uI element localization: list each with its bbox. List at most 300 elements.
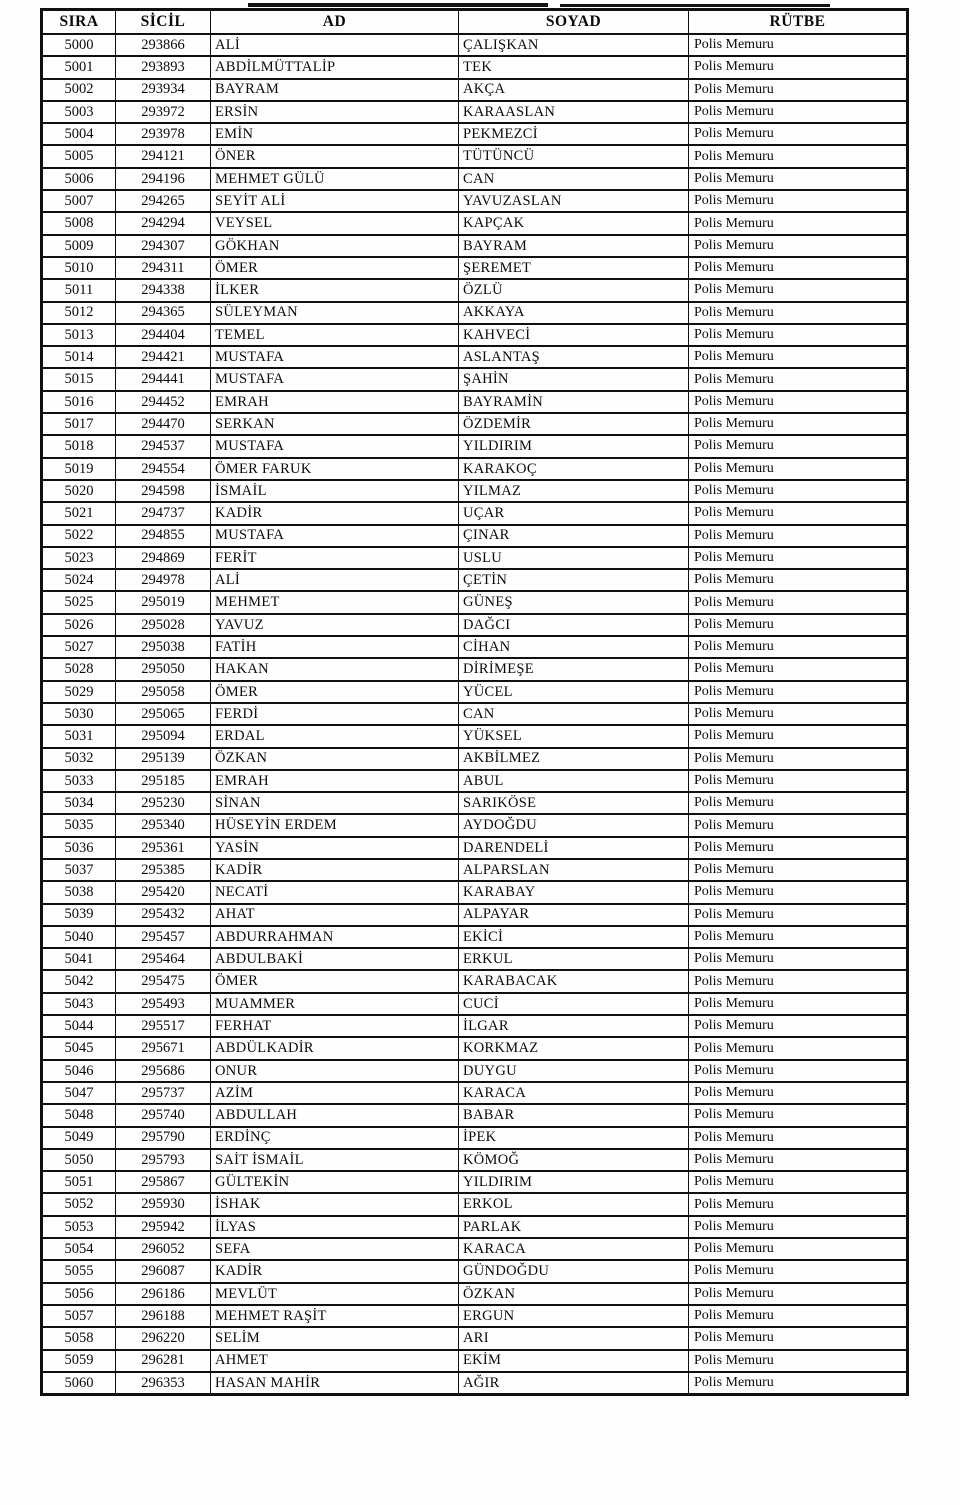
table-row — [42, 837, 908, 859]
table-row — [42, 56, 908, 78]
table-cell: Polis Memuru — [689, 926, 908, 948]
table-cell: Polis Memuru — [689, 525, 908, 547]
table-cell: AZİM — [211, 1082, 459, 1104]
table-cell: AĞIR — [459, 1372, 689, 1395]
table-row — [42, 703, 908, 725]
table-row — [42, 770, 908, 792]
column-header: SİCİL — [116, 10, 211, 35]
table-cell: 5044 — [42, 1015, 116, 1037]
table-cell: 294311 — [116, 257, 211, 279]
table-cell: 295361 — [116, 837, 211, 859]
table-row — [42, 435, 908, 457]
table-cell: 5015 — [42, 368, 116, 390]
table-cell: 5019 — [42, 458, 116, 480]
table-cell: ALPARSLAN — [459, 859, 689, 881]
table-cell: İLYAS — [211, 1216, 459, 1238]
table-row — [42, 525, 908, 547]
table-cell: MUAMMER — [211, 993, 459, 1015]
table-cell: 5031 — [42, 725, 116, 747]
table-cell: Polis Memuru — [689, 1149, 908, 1171]
table-cell: Polis Memuru — [689, 279, 908, 301]
table-cell: Polis Memuru — [689, 703, 908, 725]
table-cell: Polis Memuru — [689, 814, 908, 836]
table-cell: 294978 — [116, 569, 211, 591]
column-header: SIRA — [42, 10, 116, 35]
table-cell: Polis Memuru — [689, 904, 908, 926]
table-cell: 295139 — [116, 748, 211, 770]
table-cell: ALİ — [211, 569, 459, 591]
table-cell: 5029 — [42, 681, 116, 703]
table-cell: 5060 — [42, 1372, 116, 1395]
table-cell: 295230 — [116, 792, 211, 814]
table-row — [42, 1037, 908, 1059]
table-cell: TÜTÜNCÜ — [459, 145, 689, 167]
table-cell: 5027 — [42, 636, 116, 658]
table-cell: Polis Memuru — [689, 837, 908, 859]
table-cell: ERKUL — [459, 948, 689, 970]
table-cell: 296052 — [116, 1238, 211, 1260]
table-cell: DAĞCI — [459, 614, 689, 636]
table-cell: 296186 — [116, 1283, 211, 1305]
table-cell: 5033 — [42, 770, 116, 792]
table-cell: ÖNER — [211, 145, 459, 167]
table-cell: Polis Memuru — [689, 1372, 908, 1395]
table-cell: SAİT İSMAİL — [211, 1149, 459, 1171]
table-cell: 294441 — [116, 368, 211, 390]
table-cell: PEKMEZCİ — [459, 123, 689, 145]
table-cell: 295019 — [116, 591, 211, 613]
table-cell: ERDAL — [211, 725, 459, 747]
table-cell: 294265 — [116, 190, 211, 212]
table-row — [42, 1060, 908, 1082]
table-row — [42, 1327, 908, 1349]
table-cell: HASAN MAHİR — [211, 1372, 459, 1395]
table-cell: 295420 — [116, 881, 211, 903]
table-cell: 295464 — [116, 948, 211, 970]
table-cell: 5052 — [42, 1193, 116, 1215]
table-cell: 5001 — [42, 56, 116, 78]
table-cell: 294294 — [116, 212, 211, 234]
table-row — [42, 993, 908, 1015]
table-cell: KARAKOÇ — [459, 458, 689, 480]
table-row — [42, 413, 908, 435]
table-cell: 294537 — [116, 435, 211, 457]
table-cell: 5047 — [42, 1082, 116, 1104]
table-cell: 294869 — [116, 547, 211, 569]
table-cell: YASİN — [211, 837, 459, 859]
table-cell: 5006 — [42, 168, 116, 190]
table-cell: 295340 — [116, 814, 211, 836]
table-cell: AKKAYA — [459, 302, 689, 324]
table-cell: Polis Memuru — [689, 123, 908, 145]
table-cell: YILDIRIM — [459, 1171, 689, 1193]
table-row — [42, 302, 908, 324]
table-cell: 5048 — [42, 1104, 116, 1126]
table-cell: MUSTAFA — [211, 435, 459, 457]
table-cell: 5030 — [42, 703, 116, 725]
table-cell: 5043 — [42, 993, 116, 1015]
table-cell: HAKAN — [211, 658, 459, 680]
table-row — [42, 346, 908, 368]
table-cell: 295867 — [116, 1171, 211, 1193]
table-cell: ABDURRAHMAN — [211, 926, 459, 948]
table-cell: ŞAHİN — [459, 368, 689, 390]
table-row — [42, 1238, 908, 1260]
table-cell: 295930 — [116, 1193, 211, 1215]
table-row — [42, 881, 908, 903]
table-cell: 293972 — [116, 101, 211, 123]
table-cell: MUSTAFA — [211, 346, 459, 368]
table-cell: YILDIRIM — [459, 435, 689, 457]
table-cell: 294404 — [116, 324, 211, 346]
table-cell: 295671 — [116, 1037, 211, 1059]
table-cell: 5032 — [42, 748, 116, 770]
table-cell: ABDULLAH — [211, 1104, 459, 1126]
table-cell: Polis Memuru — [689, 725, 908, 747]
table-cell: 5057 — [42, 1305, 116, 1327]
table-row — [42, 569, 908, 591]
table-row — [42, 368, 908, 390]
table-cell: SİNAN — [211, 792, 459, 814]
table-row — [42, 1283, 908, 1305]
table-row — [42, 1015, 908, 1037]
table-cell: ALİ — [211, 34, 459, 56]
table-row — [42, 1372, 908, 1395]
table-cell: AKBİLMEZ — [459, 748, 689, 770]
table-cell: ERGUN — [459, 1305, 689, 1327]
table-cell: Polis Memuru — [689, 547, 908, 569]
table-cell: EKİCİ — [459, 926, 689, 948]
table-cell: Polis Memuru — [689, 1327, 908, 1349]
table-cell: SÜLEYMAN — [211, 302, 459, 324]
table-row — [42, 814, 908, 836]
table-cell: YAVUZ — [211, 614, 459, 636]
table-row — [42, 904, 908, 926]
table-cell: SERKAN — [211, 413, 459, 435]
table-cell: 5041 — [42, 948, 116, 970]
table-cell: DUYGU — [459, 1060, 689, 1082]
table-cell: Polis Memuru — [689, 235, 908, 257]
table-cell: MUSTAFA — [211, 368, 459, 390]
table-cell: Polis Memuru — [689, 79, 908, 101]
table-cell: EKİM — [459, 1350, 689, 1372]
table-cell: KARACA — [459, 1238, 689, 1260]
table-cell: ALPAYAR — [459, 904, 689, 926]
table-cell: KADİR — [211, 859, 459, 881]
table-row — [42, 948, 908, 970]
table-cell: 295475 — [116, 970, 211, 992]
table-cell: 295457 — [116, 926, 211, 948]
table-cell: SEFA — [211, 1238, 459, 1260]
table-cell: GÜNDOĞDU — [459, 1260, 689, 1282]
table-body — [42, 34, 908, 1395]
table-cell: MEHMET RAŞİT — [211, 1305, 459, 1327]
table-cell: 5040 — [42, 926, 116, 948]
table-cell: SARIKÖSE — [459, 792, 689, 814]
table-cell: ASLANTAŞ — [459, 346, 689, 368]
table-cell: 296353 — [116, 1372, 211, 1395]
table-cell: VEYSEL — [211, 212, 459, 234]
table-cell: EMRAH — [211, 770, 459, 792]
table-row — [42, 614, 908, 636]
table-cell: DİRİMEŞE — [459, 658, 689, 680]
table-cell: TEK — [459, 56, 689, 78]
table-row — [42, 502, 908, 524]
table-cell: Polis Memuru — [689, 212, 908, 234]
table-cell: Polis Memuru — [689, 145, 908, 167]
table-row — [42, 926, 908, 948]
table-cell: Polis Memuru — [689, 569, 908, 591]
table-cell: 5023 — [42, 547, 116, 569]
table-cell: MEVLÜT — [211, 1283, 459, 1305]
table-cell: SELİM — [211, 1327, 459, 1349]
table-cell: Polis Memuru — [689, 1037, 908, 1059]
table-row — [42, 34, 908, 56]
table-cell: 5014 — [42, 346, 116, 368]
table-row — [42, 1082, 908, 1104]
table-row — [42, 168, 908, 190]
table-cell: 295094 — [116, 725, 211, 747]
table-cell: ERSİN — [211, 101, 459, 123]
table-cell: Polis Memuru — [689, 190, 908, 212]
table-cell: 5021 — [42, 502, 116, 524]
table-row — [42, 1127, 908, 1149]
table-cell: 294855 — [116, 525, 211, 547]
table-cell: 5038 — [42, 881, 116, 903]
table-cell: ABDÜLKADİR — [211, 1037, 459, 1059]
table-cell: 295942 — [116, 1216, 211, 1238]
table-cell: Polis Memuru — [689, 1104, 908, 1126]
table-row — [42, 235, 908, 257]
table-cell: 5058 — [42, 1327, 116, 1349]
table-cell: 295686 — [116, 1060, 211, 1082]
table-cell: 5026 — [42, 614, 116, 636]
table-cell: Polis Memuru — [689, 435, 908, 457]
table-cell: 295038 — [116, 636, 211, 658]
table-cell: YILMAZ — [459, 480, 689, 502]
table-cell: Polis Memuru — [689, 792, 908, 814]
table-cell: ÖMER — [211, 257, 459, 279]
table-cell: 295790 — [116, 1127, 211, 1149]
table-cell: 294307 — [116, 235, 211, 257]
table-cell: ÖZDEMİR — [459, 413, 689, 435]
table-cell: Polis Memuru — [689, 681, 908, 703]
column-header: SOYAD — [459, 10, 689, 35]
table-cell: TEMEL — [211, 324, 459, 346]
table-cell: ABDİLMÜTTALİP — [211, 56, 459, 78]
table-cell: MEHMET GÜLÜ — [211, 168, 459, 190]
table-row — [42, 1216, 908, 1238]
table-cell: 295737 — [116, 1082, 211, 1104]
table-cell: USLU — [459, 547, 689, 569]
table-cell: Polis Memuru — [689, 658, 908, 680]
table-cell: MUSTAFA — [211, 525, 459, 547]
table-cell: NECATİ — [211, 881, 459, 903]
table-cell: Polis Memuru — [689, 948, 908, 970]
table-cell: 5049 — [42, 1127, 116, 1149]
table-cell: 5037 — [42, 859, 116, 881]
table-cell: 5051 — [42, 1171, 116, 1193]
column-header: AD — [211, 10, 459, 35]
table-cell: Polis Memuru — [689, 1127, 908, 1149]
table-cell: İPEK — [459, 1127, 689, 1149]
table-cell: 293866 — [116, 34, 211, 56]
table-cell: 5012 — [42, 302, 116, 324]
table-cell: ERDİNÇ — [211, 1127, 459, 1149]
table-row — [42, 547, 908, 569]
table-cell: Polis Memuru — [689, 101, 908, 123]
table-row — [42, 591, 908, 613]
table-cell: KAHVECİ — [459, 324, 689, 346]
table-row — [42, 190, 908, 212]
table-cell: 5022 — [42, 525, 116, 547]
table-cell: 5055 — [42, 1260, 116, 1282]
table-cell: Polis Memuru — [689, 324, 908, 346]
table-cell: Polis Memuru — [689, 368, 908, 390]
table-cell: DARENDELİ — [459, 837, 689, 859]
table-cell: SEYİT ALİ — [211, 190, 459, 212]
table-row — [42, 79, 908, 101]
table-cell: 5028 — [42, 658, 116, 680]
table-cell: 295185 — [116, 770, 211, 792]
table-cell: ÖMER — [211, 681, 459, 703]
table-cell: 5008 — [42, 212, 116, 234]
table-cell: Polis Memuru — [689, 993, 908, 1015]
table-cell: 5004 — [42, 123, 116, 145]
table-cell: KORKMAZ — [459, 1037, 689, 1059]
table-cell: 5016 — [42, 391, 116, 413]
table-row — [42, 748, 908, 770]
table-row — [42, 1149, 908, 1171]
table-cell: İSHAK — [211, 1193, 459, 1215]
table-cell: ONUR — [211, 1060, 459, 1082]
scan-artifact — [248, 3, 548, 7]
table-cell: HÜSEYİN ERDEM — [211, 814, 459, 836]
table-cell: 294598 — [116, 480, 211, 502]
table-row — [42, 1305, 908, 1327]
table-cell: 294121 — [116, 145, 211, 167]
table-cell: 293934 — [116, 79, 211, 101]
table-cell: 5018 — [42, 435, 116, 457]
table-cell: Polis Memuru — [689, 614, 908, 636]
table-cell: 294421 — [116, 346, 211, 368]
table-cell: 296087 — [116, 1260, 211, 1282]
table-cell: ŞEREMET — [459, 257, 689, 279]
table-cell: Polis Memuru — [689, 458, 908, 480]
table-row — [42, 725, 908, 747]
table-cell: 5003 — [42, 101, 116, 123]
table-cell: GÜNEŞ — [459, 591, 689, 613]
table-cell: ÖZLÜ — [459, 279, 689, 301]
table-cell: FERDİ — [211, 703, 459, 725]
table-cell: Polis Memuru — [689, 1015, 908, 1037]
table-cell: 5007 — [42, 190, 116, 212]
table-cell: 5050 — [42, 1149, 116, 1171]
table-cell: Polis Memuru — [689, 748, 908, 770]
table-row — [42, 279, 908, 301]
table-cell: 295517 — [116, 1015, 211, 1037]
table-cell: İSMAİL — [211, 480, 459, 502]
table-cell: ABUL — [459, 770, 689, 792]
table-cell: UÇAR — [459, 502, 689, 524]
table-cell: Polis Memuru — [689, 257, 908, 279]
table-cell: 5024 — [42, 569, 116, 591]
table-row — [42, 1104, 908, 1126]
table-cell: 5059 — [42, 1350, 116, 1372]
table-cell: İLKER — [211, 279, 459, 301]
table-header-row — [42, 10, 908, 35]
table-cell: 294365 — [116, 302, 211, 324]
table-cell: AHAT — [211, 904, 459, 926]
table-cell: FERİT — [211, 547, 459, 569]
table-cell: Polis Memuru — [689, 1060, 908, 1082]
table-cell: 295793 — [116, 1149, 211, 1171]
table-cell: Polis Memuru — [689, 970, 908, 992]
table-cell: Polis Memuru — [689, 34, 908, 56]
table-cell: ÇINAR — [459, 525, 689, 547]
table-cell: BAYRAMİN — [459, 391, 689, 413]
table-cell: KARABAY — [459, 881, 689, 903]
table-cell: 5017 — [42, 413, 116, 435]
table-cell: 5036 — [42, 837, 116, 859]
table-row — [42, 792, 908, 814]
table-cell: ÖMER — [211, 970, 459, 992]
table-row — [42, 324, 908, 346]
table-cell: Polis Memuru — [689, 1305, 908, 1327]
table-cell: 293893 — [116, 56, 211, 78]
table-row — [42, 257, 908, 279]
table-cell: 5056 — [42, 1283, 116, 1305]
table-cell: BAYRAM — [459, 235, 689, 257]
table-row — [42, 391, 908, 413]
table-cell: 5025 — [42, 591, 116, 613]
table-row — [42, 636, 908, 658]
table-cell: 293978 — [116, 123, 211, 145]
table-cell: 5011 — [42, 279, 116, 301]
table-cell: ÇALIŞKAN — [459, 34, 689, 56]
table-cell: ARI — [459, 1327, 689, 1349]
table-cell: 295493 — [116, 993, 211, 1015]
column-header: RÜTBE — [689, 10, 908, 35]
table-cell: ÖMER FARUK — [211, 458, 459, 480]
table-cell: KARAASLAN — [459, 101, 689, 123]
table-cell: KÖMOĞ — [459, 1149, 689, 1171]
table-row — [42, 480, 908, 502]
table-cell: AKÇA — [459, 79, 689, 101]
table-cell: 5000 — [42, 34, 116, 56]
table-cell: BAYRAM — [211, 79, 459, 101]
table-cell: ÖZKAN — [211, 748, 459, 770]
table-cell: Polis Memuru — [689, 480, 908, 502]
table-cell: Polis Memuru — [689, 413, 908, 435]
personnel-roster-table — [40, 8, 909, 1396]
table-cell: Polis Memuru — [689, 391, 908, 413]
table-cell: Polis Memuru — [689, 591, 908, 613]
table-cell: 5053 — [42, 1216, 116, 1238]
table-cell: 5046 — [42, 1060, 116, 1082]
table-cell: Polis Memuru — [689, 1216, 908, 1238]
table-cell: 294196 — [116, 168, 211, 190]
table-cell: 5039 — [42, 904, 116, 926]
table-cell: CAN — [459, 703, 689, 725]
table-cell: EMRAH — [211, 391, 459, 413]
table-cell: 5054 — [42, 1238, 116, 1260]
table-cell: 294470 — [116, 413, 211, 435]
table-row — [42, 859, 908, 881]
table-cell: ÇETİN — [459, 569, 689, 591]
table-cell: GÖKHAN — [211, 235, 459, 257]
table-row — [42, 101, 908, 123]
